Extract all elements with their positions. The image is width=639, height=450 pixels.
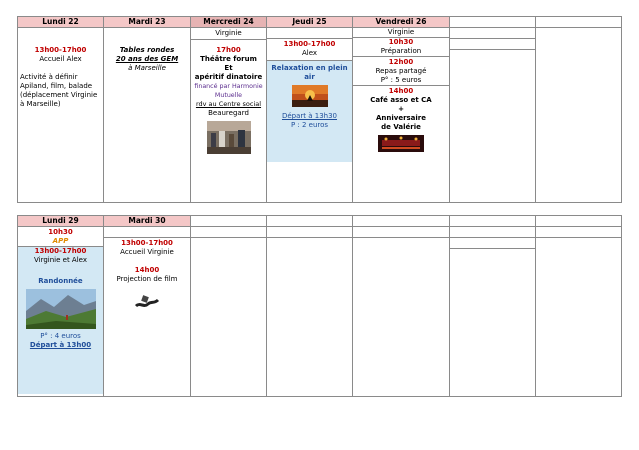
mardi30-act2: Projection de film [116,275,178,283]
vendredi26-time1: 10h30 [388,38,414,46]
lundi22-note: Activité à définir Apiland, film, balade (déplacement Virginie à Marseille) [20,73,98,108]
week1-table [17,16,622,203]
jeudi25-who: Alex [267,49,352,61]
day-header-lundi-29: Lundi 29 [18,216,104,227]
mardi23-line3: à Marseille [128,64,166,72]
cell-empty-2 [536,28,622,203]
cell-empty-1 [450,28,536,203]
mardi23-line2: 20 ans des GEM [115,55,179,63]
mercredi24-title1: Théâtre forum [200,55,257,63]
day-header-empty-7 [536,216,622,227]
vendredi26-who: Virginie [353,28,449,38]
day-header-empty-6 [450,216,536,227]
vendredi26-act4b: de Valérie [381,123,421,131]
birthday-image [378,135,424,152]
relaxation-photo [292,85,328,107]
vendredi26-price2: P° : 5 euros [353,76,449,86]
mercredi24-who: Virginie [191,28,266,40]
lundi29-depart: Départ à 13h00 [29,341,92,349]
mercredi24-place: Beauregard [208,109,249,117]
cell-empty-7 [536,227,622,397]
jeudi25-activity-block [267,61,352,162]
lundi29-price: P° : 4 euros [40,332,81,340]
day-header-mardi-23: Mardi 23 [104,17,191,28]
lundi29-time2: 13h00-17h00 [34,247,87,255]
vendredi26-act2: Repas partagé [375,67,427,75]
lundi22-time: 13h00-17h00 [34,46,87,54]
theatre-photo [207,121,251,154]
mercredi24-title2: Et [224,64,233,72]
jeudi25-activity: Relaxation en plein air [271,64,348,81]
hiking-photo [26,289,96,329]
vendredi26-time3: 14h00 [388,87,414,95]
day-header-vendredi-26: Vendredi 26 [353,17,450,28]
vendredi26-plus: + [398,105,404,113]
lundi22-title: Accueil Alex [39,55,82,63]
lundi29-time1: 10h30 [48,228,73,236]
cell-empty-3 [191,227,267,397]
vendredi26-time2: 12h00 [388,58,414,66]
cell-lundi-22 [18,28,104,203]
film-reel-icon [134,292,160,312]
jeudi25-time: 13h00-17h00 [283,40,336,48]
lundi29-activity-block [18,247,103,394]
day-header-empty-1 [450,17,536,28]
day-header-empty-4 [267,216,353,227]
week1-body-row [18,28,622,203]
cell-empty-5 [353,227,450,397]
cell-empty-4 [267,227,353,397]
mercredi24-fund: financé par Harmonie Mutuelle [194,83,263,99]
cell-mardi-23 [104,28,191,203]
mardi23-line1: Tables rondes [119,46,175,54]
mercredi24-title3: apéritif dinatoire [194,73,263,81]
day-header-lundi-22: Lundi 22 [18,17,104,28]
day-header-empty-3 [191,216,267,227]
week1-header-row [18,17,622,28]
cell-mardi-30 [104,227,191,397]
cell-vendredi-26 [353,28,450,203]
mardi30-time2: 14h00 [134,266,160,274]
day-header-empty-2 [536,17,622,28]
lundi29-activity: Randonnée [38,277,83,285]
vendredi26-act4a: Anniversaire [375,114,427,122]
mercredi24-time: 17h00 [216,46,241,54]
vendredi26-act1: Préparation [353,47,449,57]
jeudi25-price: P : 2 euros [290,121,329,129]
cell-jeudi-25 [267,28,353,203]
day-header-jeudi-25: Jeudi 25 [267,17,353,28]
mercredi24-venue: rdv au Centre social [195,100,262,108]
day-header-empty-5 [353,216,450,227]
mardi30-act1: Accueil Virginie [120,248,174,256]
week2-table [17,215,622,397]
lundi29-app: APP [18,237,103,247]
vendredi26-act3: Café asso et CA [370,96,432,104]
week2-body-row [18,227,622,397]
cell-empty-6 [450,227,536,397]
day-header-mercredi-24: Mercredi 24 [191,17,267,28]
lundi29-who: Virginie et Alex [34,256,87,264]
cell-mercredi-24 [191,28,267,203]
jeudi25-depart: Départ à 13h30 [281,112,338,120]
cell-lundi-29 [18,227,104,397]
week2-header-row [18,216,622,227]
mardi30-time1: 13h00-17h00 [121,239,173,247]
day-header-mardi-30: Mardi 30 [104,216,191,227]
